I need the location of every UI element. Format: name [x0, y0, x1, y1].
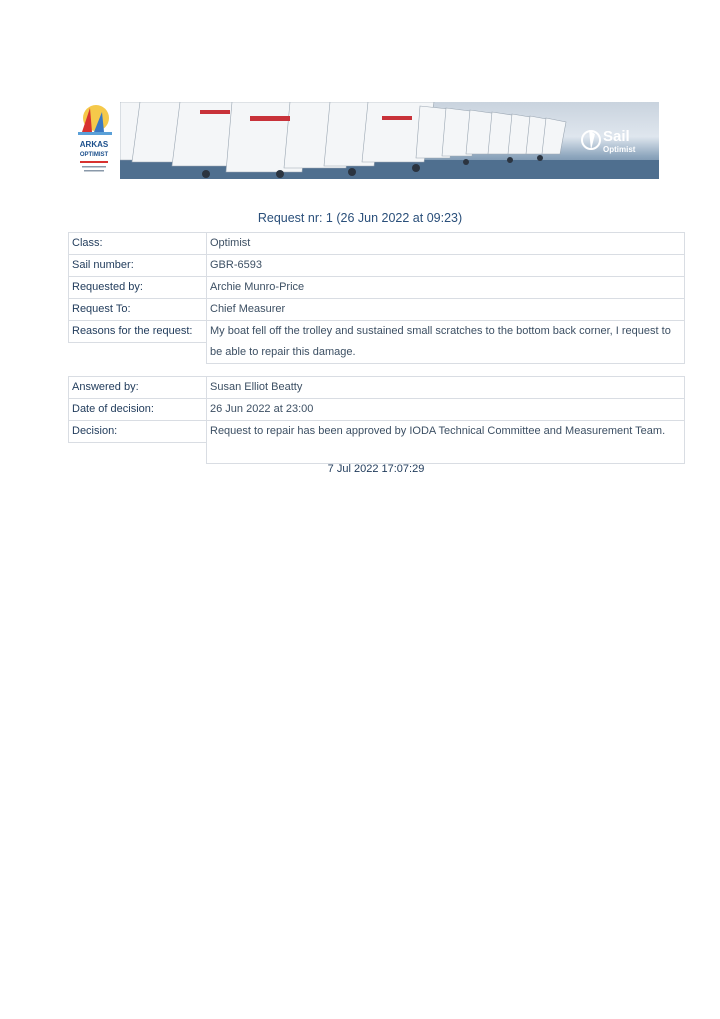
arkas-optimist-logo	[68, 102, 120, 179]
table-row	[69, 421, 685, 443]
reasons-value: My boat fell off the trolley and sustained small scratches to the bottom back corner, I request to be able to repair this damage.	[207, 321, 685, 364]
left-logo-line-1: ARKAS	[79, 140, 109, 149]
requested-by-value: Archie Munro-Price	[207, 277, 685, 299]
decision-details-table	[68, 376, 685, 464]
request-to-value: Chief Measurer	[207, 299, 685, 321]
left-logo-line-2: OPTIMIST	[79, 152, 109, 158]
answered-by-value: Susan Elliot Beatty	[207, 377, 685, 399]
table-row	[69, 399, 685, 421]
date-of-decision-value: 26 Jun 2022 at 23:00	[207, 399, 685, 421]
table-row	[69, 299, 685, 321]
reasons-label: Reasons for the request:	[69, 321, 207, 343]
table-row	[69, 255, 685, 277]
table-row	[69, 321, 685, 343]
class-label: Class:	[69, 233, 207, 255]
right-logo-line-2: Optimist	[603, 145, 636, 154]
answered-by-label: Answered by:	[69, 377, 207, 399]
class-value: Optimist	[207, 233, 685, 255]
request-details-table	[68, 232, 685, 364]
table-row	[69, 233, 685, 255]
date-of-decision-label: Date of decision:	[69, 399, 207, 421]
requested-by-label: Requested by:	[69, 277, 207, 299]
decision-label: Decision:	[69, 421, 207, 443]
sail-number-value: GBR-6593	[207, 255, 685, 277]
table-row	[69, 277, 685, 299]
request-title: Request nr: 1 (26 Jun 2022 at 09:23)	[257, 211, 463, 225]
sail-number-label: Sail number:	[69, 255, 207, 277]
table-row	[69, 377, 685, 399]
header-banner	[68, 102, 659, 179]
right-logo-line-1: Sail	[603, 128, 630, 145]
generated-timestamp: 7 Jul 2022 17:07:29	[327, 463, 425, 475]
sail-optimist-logo	[577, 124, 653, 158]
request-to-label: Request To:	[69, 299, 207, 321]
decision-value: Request to repair has been approved by IODA Technical Committee and Measurement Team.	[207, 421, 685, 464]
